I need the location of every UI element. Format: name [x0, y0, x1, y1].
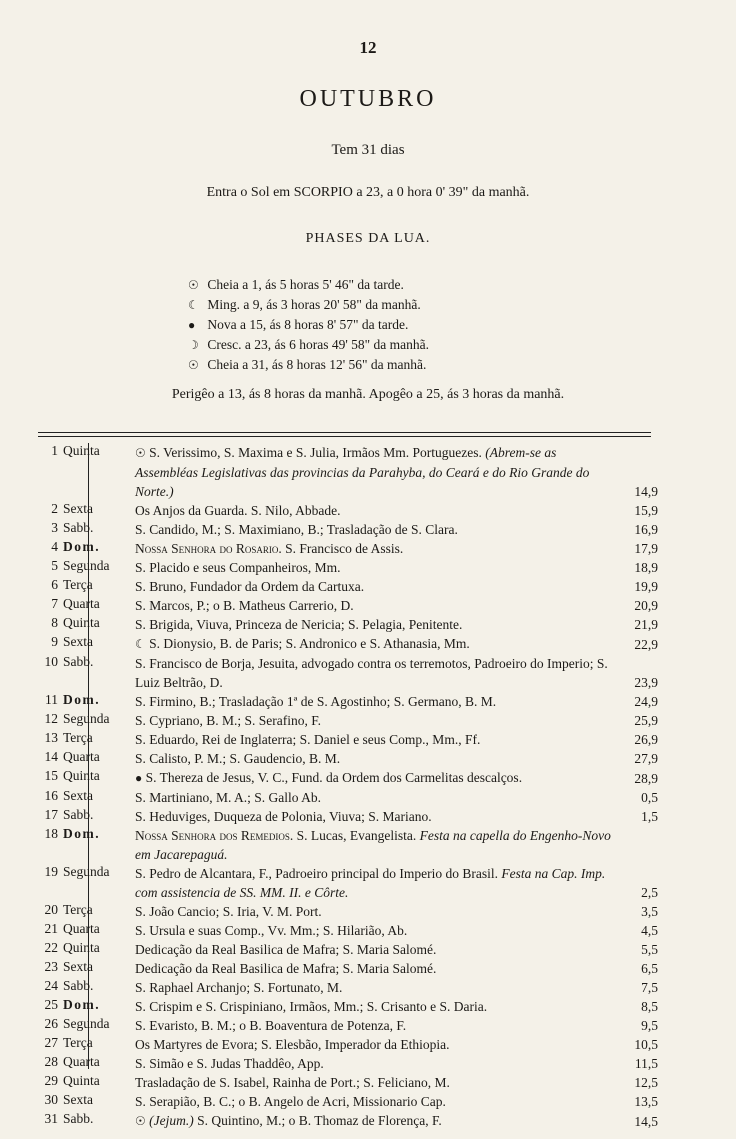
day-cell: [38, 788, 122, 804]
phase-row: [188, 295, 429, 315]
phases-title: PHASES DA LUA.: [305, 231, 431, 246]
day-cell: [38, 520, 122, 536]
calendar-row: [38, 768, 658, 788]
day-number: 27: [44, 1035, 58, 1050]
moon-age: 14,5: [634, 1114, 658, 1129]
phase-time: a 1, ás 5 horas 5' 46" da tarde.: [242, 277, 404, 292]
day-cell: [38, 1111, 122, 1127]
phase-name: Ming.: [207, 297, 241, 312]
day-number: 26: [44, 1016, 58, 1031]
calendar-row: [38, 940, 658, 959]
saints-entry: [135, 730, 612, 749]
day-number: 18: [44, 826, 58, 841]
saints-entry: [135, 1054, 612, 1073]
saints-entry: [135, 634, 612, 654]
day-number: 19: [44, 864, 58, 879]
entry-text: S. Dionysio, B. de Paris; S. Andronico e S. Athanasia, Mm.: [149, 636, 470, 651]
weekday: Sexta: [63, 501, 93, 516]
entry-text: . S. Francisco de Assis.: [278, 541, 404, 556]
page-number: 12: [359, 38, 377, 57]
calendar-row: [38, 921, 658, 940]
saints-entry: [135, 501, 612, 520]
new-moon-icon: ●: [188, 318, 196, 332]
weekday: Segunda: [63, 558, 110, 573]
day-number: 1: [51, 443, 58, 458]
moon-age: 19,9: [634, 579, 658, 594]
day-cell: [38, 959, 122, 975]
calendar-row: [38, 1073, 658, 1092]
calendar-row: [38, 978, 658, 997]
entry-text: S. Crispim e S. Crispiniano, Irmãos, Mm.; S. Crisanto e S. Daria.: [135, 999, 488, 1014]
moon-age: 14,9: [634, 484, 658, 499]
full-moon-icon: ☉: [188, 278, 199, 292]
calendar-row: [38, 654, 658, 692]
weekday: Dom.: [63, 826, 101, 841]
saints-entry: [135, 788, 612, 807]
saints-entry: [135, 654, 612, 692]
day-number: 15: [44, 768, 58, 783]
day-number: 28: [44, 1054, 58, 1069]
weekday: Sabb.: [63, 520, 94, 535]
weekday: Quarta: [63, 749, 100, 764]
weekday: Sabb.: [63, 654, 94, 669]
day-number: 22: [44, 940, 58, 955]
day-cell: [38, 807, 122, 823]
entry-text: S. Ursula e suas Comp., Vv. Mm.; S. Hilarião, Ab.: [135, 923, 408, 938]
calendar-row: [38, 997, 658, 1016]
day-cell: [38, 730, 122, 746]
day-cell: [38, 711, 122, 727]
saints-entry: [135, 997, 612, 1016]
calendar-row: [38, 539, 658, 558]
moon-age: 20,9: [634, 598, 658, 613]
entry-text: S. Eduardo, Rei de Inglaterra; S. Daniel e seus Comp., Mm., Ff.: [135, 732, 481, 747]
moon-age: 22,9: [634, 637, 658, 652]
entry-text: S. Evaristo, B. M.; o B. Boaventura de Potenza, F.: [135, 1018, 407, 1033]
sun-entry: Entra o Sol em SCORPIO a 23, a 0 hora 0' 39" da manhã.: [206, 185, 530, 200]
day-number: 8: [51, 615, 58, 630]
entry-text: Dedicação da Real Basilica de Mafra; S. Maria Salomé.: [135, 961, 437, 976]
perigee-apogee: Perigêo a 13, ás 8 horas da manhã. Apogêo a 25, ás 3 horas da manhã.: [171, 387, 565, 402]
entry-text: S. Firmino, B.; Trasladação 1ª de S. Agostinho; S. Germano, B. M.: [135, 694, 497, 709]
saints-entry: [135, 615, 612, 634]
day-number: 29: [44, 1073, 58, 1088]
day-cell: [38, 654, 122, 670]
entry-text: Os Anjos da Guarda. S. Nilo, Abbade.: [135, 503, 341, 518]
weekday: Sabb.: [63, 1111, 94, 1126]
saints-entry: [135, 1092, 612, 1111]
day-number: 24: [44, 978, 58, 993]
entry-text: S. João Cancio; S. Iria, V. M. Port.: [135, 904, 322, 919]
phase-row: [188, 355, 429, 375]
phase-row: [188, 315, 429, 335]
day-number: 30: [44, 1092, 58, 1107]
day-number: 5: [51, 558, 58, 573]
weekday: Quinta: [63, 1073, 100, 1088]
calendar-row: [38, 577, 658, 596]
weekday: Quinta: [63, 768, 100, 783]
day-cell: [38, 1035, 122, 1051]
saints-entry: [135, 1073, 612, 1092]
day-number: 7: [51, 596, 58, 611]
moon-age: 4,5: [641, 923, 658, 938]
day-cell: [38, 978, 122, 994]
day-number: 21: [44, 921, 58, 936]
calendar-row: [38, 1054, 658, 1073]
saints-entry: [135, 807, 612, 826]
entry-text: S. Verissimo, S. Maxima e S. Julia, Irmãos Mm. Portuguezes.: [149, 445, 482, 460]
calendar-row: [38, 959, 658, 978]
day-number: 31: [44, 1111, 58, 1126]
saints-entry: [135, 539, 612, 558]
saints-entry: [135, 826, 612, 864]
moon-age: 8,5: [641, 999, 658, 1014]
page-title: OUTUBRO: [299, 86, 437, 112]
entry-text: S. Bruno, Fundador da Ordem da Cartuxa.: [135, 579, 365, 594]
moon-age: 12,5: [634, 1075, 658, 1090]
weekday: Terça: [63, 1035, 93, 1050]
day-number: 14: [44, 749, 58, 764]
moon-age: 18,9: [634, 560, 658, 575]
day-cell: [38, 596, 122, 612]
divider-rule: [38, 436, 651, 437]
day-cell: [38, 749, 122, 765]
entry-text: S. Quintino, M.; o B. Thomaz de Florença, F.: [193, 1113, 442, 1128]
moon-age: 25,9: [634, 713, 658, 728]
weekday: Sexta: [63, 788, 93, 803]
entry-text: Trasladação de S. Isabel, Rainha de Port.; S. Feliciano, M.: [135, 1075, 450, 1090]
entry-text: S. Cypriano, B. M.; S. Serafino, F.: [135, 713, 322, 728]
moon-age: 7,5: [641, 980, 658, 995]
entry-text: S. Calisto, P. M.; S. Gaudencio, B. M.: [135, 751, 341, 766]
moon-age: 23,9: [634, 675, 658, 690]
waning-moon-icon: ☾: [135, 637, 146, 651]
day-cell: [38, 940, 122, 956]
day-cell: [38, 615, 122, 631]
moon-age: 24,9: [634, 694, 658, 709]
saints-entry: [135, 692, 612, 711]
day-number: 20: [44, 902, 58, 917]
saints-entry: [135, 921, 612, 940]
moon-age: 28,9: [634, 771, 658, 786]
moon-age: 17,9: [634, 541, 658, 556]
day-cell: [38, 921, 122, 937]
saints-entry: [135, 558, 612, 577]
weekday: Sabb.: [63, 978, 94, 993]
saints-entry: [135, 596, 612, 615]
calendar-row: [38, 615, 658, 634]
day-number: 17: [44, 807, 58, 822]
entry-text: S. Serapião, B. C.; o B. Angelo de Acri, Missionario Cap.: [135, 1094, 446, 1109]
entry-text: S. Pedro de Alcantara, F., Padroeiro principal do Imperio do Brasil.: [135, 866, 502, 881]
moon-age: 3,5: [641, 904, 658, 919]
entry-text: S. Candido, M.; S. Maximiano, B.; Trasladação de S. Clara.: [135, 522, 458, 537]
entry-text: Nossa Senhora dos Remedios: [135, 828, 290, 843]
saints-entry: [135, 443, 612, 501]
saints-entry: [135, 864, 612, 902]
calendar-row: [38, 730, 658, 749]
entry-text: . S. Lucas, Evangelista.: [289, 828, 420, 843]
saints-entry: [135, 1016, 612, 1035]
phase-time: a 31, ás 8 horas 12' 56" da manhã.: [242, 357, 427, 372]
weekday: Sexta: [63, 1092, 93, 1107]
weekday: Segunda: [63, 1016, 110, 1031]
day-cell: [38, 826, 122, 842]
days-count: Tem 31 dias: [331, 142, 405, 158]
day-number: 4: [51, 539, 58, 554]
calendar-row: [38, 826, 658, 864]
moon-age: 11,5: [634, 1056, 658, 1071]
waning-moon-icon: ☾: [188, 298, 199, 312]
weekday: Sabb.: [63, 807, 94, 822]
moon-age: 10,5: [634, 1037, 658, 1052]
entry-text: S. Francisco de Borja, Jesuita, advogado contra os terremotos, Padroeiro do Imperio; S. Luiz Beltrão, D.: [135, 656, 608, 690]
moon-age: 9,5: [641, 1018, 658, 1033]
weekday: Quarta: [63, 921, 100, 936]
weekday: Sexta: [63, 959, 93, 974]
calendar-row: [38, 749, 658, 768]
saints-entry: [135, 1111, 612, 1131]
saints-entry: [135, 520, 612, 539]
day-cell: [38, 864, 122, 880]
saints-entry: [135, 902, 612, 921]
weekday: Terça: [63, 902, 93, 917]
phase-time: a 9, ás 3 horas 20' 58" da manhã.: [243, 297, 421, 312]
moon-age: 2,5: [641, 885, 658, 900]
calendar-row: [38, 692, 658, 711]
moon-age: 16,9: [634, 522, 658, 537]
calendar-row: [38, 634, 658, 654]
day-cell: [38, 558, 122, 574]
entry-text: Festa na Cap. Imp. com assistencia de SS. MM. II. e Côrte.: [135, 866, 606, 900]
entry-text: (Abrem-se as Assembléas Legislativas das provincias da Parahyba, do Ceará e do Rio Grande do Norte.): [135, 445, 590, 499]
weekday: Dom.: [63, 997, 101, 1012]
day-number: 9: [51, 634, 58, 649]
entry-text: Os Martyres de Evora; S. Elesbão, Imperador da Ethiopia.: [135, 1037, 450, 1052]
saints-entry: [135, 749, 612, 768]
saints-entry: [135, 711, 612, 730]
weekday: Terça: [63, 730, 93, 745]
weekday: Quinta: [63, 940, 100, 955]
weekday: Segunda: [63, 711, 110, 726]
phase-name: Cresc.: [207, 337, 242, 352]
saints-entry: [135, 768, 612, 788]
entry-text: S. Placido e seus Companheiros, Mm.: [135, 560, 341, 575]
moon-age: 0,5: [641, 790, 658, 805]
day-number: 11: [45, 692, 58, 707]
saints-entry: [135, 978, 612, 997]
day-cell: [38, 692, 122, 708]
entry-text: S. Heduviges, Duqueza de Polonia, Viuva; S. Mariano.: [135, 809, 432, 824]
weekday: Quarta: [63, 596, 100, 611]
calendar-row: [38, 1035, 658, 1054]
moon-age: 6,5: [641, 961, 658, 976]
calendar-row: [38, 558, 658, 577]
weekday: Dom.: [63, 539, 101, 554]
day-number: 12: [44, 711, 58, 726]
weekday: Segunda: [63, 864, 110, 879]
calendar-row: [38, 711, 658, 730]
phase-time: a 15, ás 8 horas 8' 57" da tarde.: [240, 317, 409, 332]
day-number: 16: [44, 788, 58, 803]
moon-age: 15,9: [634, 503, 658, 518]
moon-age: 5,5: [641, 942, 658, 957]
phase-row: [188, 335, 429, 355]
full-moon-icon: ☉: [188, 358, 199, 372]
calendar-row: [38, 443, 658, 501]
saints-entry: [135, 577, 612, 596]
day-cell: [38, 501, 122, 517]
phase-name: Cheia: [207, 277, 239, 292]
weekday: Quarta: [63, 1054, 100, 1069]
day-cell: [38, 1092, 122, 1108]
phase-row: [188, 275, 429, 295]
day-cell: [38, 997, 122, 1013]
day-number: 2: [51, 501, 58, 516]
moon-phases-list: [188, 275, 429, 375]
day-cell: [38, 768, 122, 784]
calendar-row: [38, 520, 658, 539]
saints-entry: [135, 940, 612, 959]
phase-name: Cheia: [207, 357, 239, 372]
entry-text: Dedicação da Real Basilica de Mafra; S. Maria Salomé.: [135, 942, 437, 957]
waxing-moon-icon: ☽: [188, 338, 199, 352]
moon-age: 1,5: [641, 809, 658, 824]
full-moon-icon: ☉: [135, 446, 146, 460]
entry-text: Festa na capella do Engenho-Novo em Jacarepaguá.: [135, 828, 611, 862]
day-number: 13: [44, 730, 58, 745]
weekday: Quinta: [63, 443, 100, 458]
entry-text: S. Raphael Archanjo; S. Fortunato, M.: [135, 980, 343, 995]
calendar-row: [38, 596, 658, 615]
day-cell: [38, 1073, 122, 1089]
day-cell: [38, 577, 122, 593]
day-number: 10: [44, 654, 58, 669]
day-cell: [38, 634, 122, 650]
entry-text: S. Thereza de Jesus, V. C., Fund. da Ordem dos Carmelitas descalços.: [145, 770, 523, 785]
entry-text: (Jejum.): [149, 1113, 194, 1128]
calendar-row: [38, 788, 658, 807]
day-number: 23: [44, 959, 58, 974]
calendar-row: [38, 1016, 658, 1035]
phase-time: a 23, ás 6 horas 49' 58" da manhã.: [244, 337, 430, 352]
full-moon-icon: ☉: [135, 1114, 146, 1128]
day-cell: [38, 1016, 122, 1032]
day-cell: [38, 1054, 122, 1070]
phase-name: Nova: [207, 317, 237, 332]
day-cell: [38, 443, 122, 459]
weekday: Quinta: [63, 615, 100, 630]
entry-text: S. Simão e S. Judas Thaddêo, App.: [135, 1056, 324, 1071]
calendar-row: [38, 1111, 658, 1131]
weekday: Sexta: [63, 634, 93, 649]
moon-age: 21,9: [634, 617, 658, 632]
day-number: 25: [44, 997, 58, 1012]
moon-age: 27,9: [634, 751, 658, 766]
moon-age: 26,9: [634, 732, 658, 747]
weekday: Terça: [63, 577, 93, 592]
entry-text: S. Martiniano, M. A.; S. Gallo Ab.: [135, 790, 322, 805]
saints-entry: [135, 1035, 612, 1054]
entry-text: S. Brigida, Viuva, Princeza de Nericia; S. Pelagia, Penitente.: [135, 617, 463, 632]
weekday: Dom.: [63, 692, 101, 707]
calendar-row: [38, 807, 658, 826]
new-moon-icon: ●: [135, 771, 143, 785]
divider-rule: [38, 432, 651, 433]
calendar-row: [38, 902, 658, 921]
moon-age: 13,5: [634, 1094, 658, 1109]
day-number: 6: [51, 577, 58, 592]
day-cell: [38, 539, 122, 555]
calendar-row: [38, 864, 658, 902]
day-number: 3: [51, 520, 58, 535]
calendar-row: [38, 1092, 658, 1111]
entry-text: Nossa Senhora do Rosario: [135, 541, 279, 556]
saints-entry: [135, 959, 612, 978]
calendar-row: [38, 501, 658, 520]
day-cell: [38, 902, 122, 918]
entry-text: S. Marcos, P.; o B. Matheus Carrerio, D.: [135, 598, 354, 613]
calendar-table: [38, 443, 658, 1131]
